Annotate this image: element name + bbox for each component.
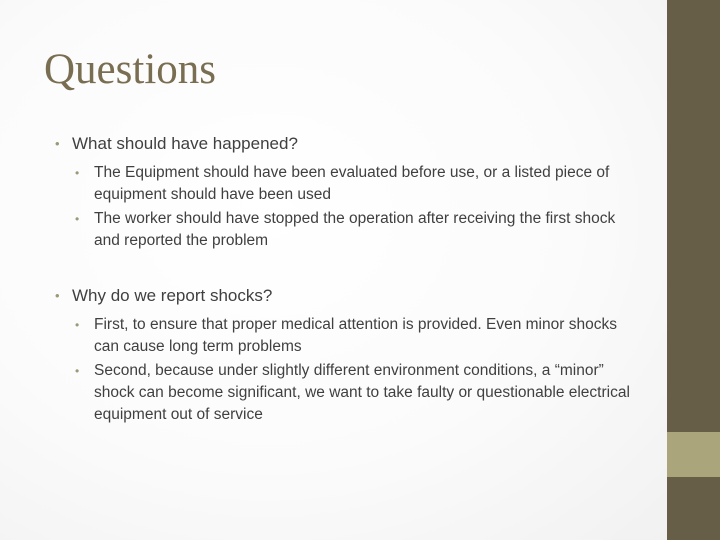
bullet-icon: • bbox=[75, 364, 80, 378]
sub-bullet-text: The Equipment should have been evaluated before use, or a listed piece of equipment should have been used bbox=[94, 164, 610, 203]
section-spacer bbox=[55, 254, 645, 284]
sub-bullet-list bbox=[75, 162, 645, 252]
sub-bullet-text: The worker should have stopped the operation after receiving the first shock and reported the problem bbox=[94, 210, 616, 249]
sub-bullet-text: First, to ensure that proper medical attention is provided. Even minor shocks can cause long term problems bbox=[94, 316, 617, 355]
slide-body bbox=[55, 132, 645, 428]
bullet-why-report-shocks bbox=[55, 284, 645, 308]
sub-bullet-environment-conditions bbox=[75, 360, 645, 426]
sub-bullet-text: Second, because under slightly different environment conditions, a “minor” shock can become significant, we want to take faulty or questionable electrical equipment out of service bbox=[94, 362, 630, 423]
bullet-icon: • bbox=[75, 212, 80, 226]
side-accent-block bbox=[667, 432, 720, 477]
slide-title: Questions bbox=[44, 46, 216, 93]
bullet-icon: • bbox=[55, 136, 60, 151]
bullet-icon: • bbox=[75, 166, 80, 180]
bullet-what-should-have-happened bbox=[55, 132, 645, 156]
bullet-text: Why do we report shocks? bbox=[72, 286, 273, 305]
sub-bullet-worker-stop-operation bbox=[75, 208, 645, 252]
sub-bullet-equipment-evaluation bbox=[75, 162, 645, 206]
sub-bullet-list bbox=[75, 314, 645, 426]
bullet-icon: • bbox=[55, 288, 60, 303]
bullet-text: What should have happened? bbox=[72, 134, 298, 153]
sub-bullet-medical-attention bbox=[75, 314, 645, 358]
bullet-icon: • bbox=[75, 318, 80, 332]
